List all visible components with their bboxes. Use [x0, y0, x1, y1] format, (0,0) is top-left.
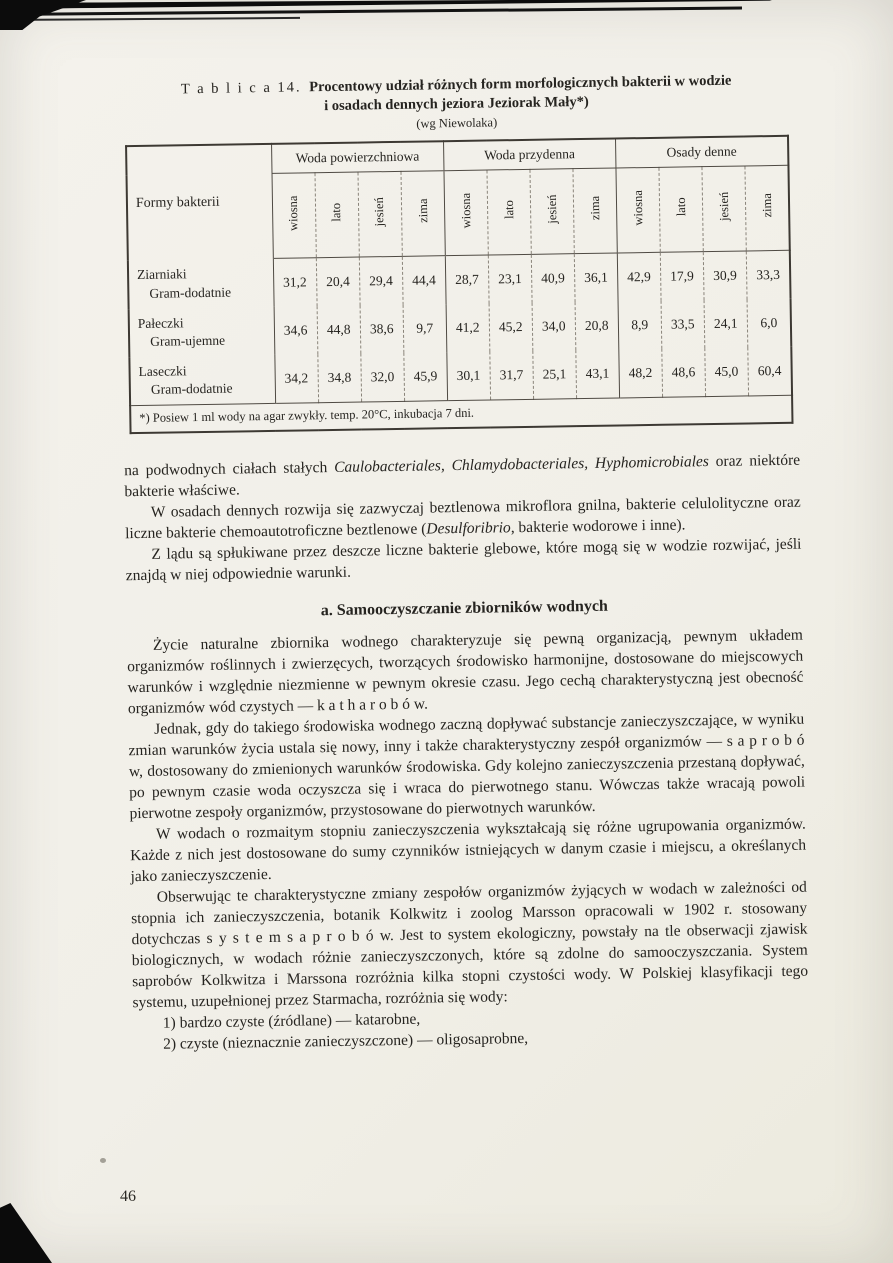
- row-subname: Gram-dodatnie: [149, 284, 232, 301]
- season-header: [358, 171, 402, 257]
- paragraph-text: na podwodnych ciałach stałych: [124, 458, 335, 480]
- table-cell: 25,1: [533, 350, 577, 399]
- table-cell: 31,2: [273, 257, 317, 306]
- season-label: wiosna: [286, 194, 301, 231]
- table-cell: 29,4: [359, 256, 403, 305]
- season-header: [702, 166, 746, 252]
- table-caption: [118, 71, 795, 137]
- season-label: jesień: [716, 191, 731, 221]
- table-cell: 60,4: [748, 347, 792, 396]
- group-header-surface-water: Woda powierzchniowa: [271, 141, 444, 173]
- season-header: [401, 170, 445, 256]
- table-cell: 45,9: [404, 352, 448, 401]
- table-cell: 31,7: [490, 351, 534, 400]
- season-header: [444, 170, 488, 256]
- season-label: lato: [329, 202, 344, 222]
- table-cell: 48,2: [619, 349, 663, 398]
- table-cell: 8,9: [618, 301, 662, 350]
- paragraph-text: , bakterie wodorowe i inne).: [510, 516, 686, 536]
- table-cell: 43,1: [576, 349, 620, 398]
- table-cell: 33,5: [661, 300, 705, 349]
- paragraph-text: oraz niektóre bakterie właściwe.: [124, 451, 801, 501]
- season-label: wiosna: [630, 189, 645, 226]
- row-name: Pałeczki: [137, 314, 184, 331]
- season-header: [272, 172, 316, 258]
- table-caption-line2: i osadach dennych jeziora Jeziorak Mały*): [324, 94, 589, 115]
- table-cell: 34,0: [532, 302, 576, 351]
- group-header-bottom-water: Woda przydenna: [443, 138, 616, 170]
- table-cell: 32,0: [361, 353, 405, 402]
- season-label: lato: [501, 199, 516, 219]
- season-label: wiosna: [458, 192, 473, 228]
- paragraph-5: Jednak, gdy do takiego środowiska wodnego zaczną dopływać substancje zanieczyszczające, w wyniku zmian warunków życia ustala się nowy, inny i także charakterystyczny zespół organizmów — s a p r o b ó w, dostosowany do zmienionych warunków środowiska. Gdy kolejno zanieczyszczenia przestaną dopływać, po pewnym czasie woda oczyszcza się i wraca do pierwotnego stanu. Wówczas także wracają powoli pierwotne zespoły organizmów, przystosowane do pierwotnych warunków.: [128, 710, 806, 822]
- paragraph-3: Z lądu są spłukiwane przez deszcze liczne bakterie glebowe, które mogą się w wodzie rozwijać, jeśli znajdą w niej odpowiednie warunki.: [125, 535, 802, 584]
- table-cell: 20,4: [316, 257, 360, 306]
- season-header: [745, 165, 790, 251]
- list-item-2: 2) czyste (nieznacznie zanieczyszczone) — oligosaprobne,: [163, 1029, 529, 1053]
- table-cell: 41,2: [446, 303, 490, 352]
- season-label: zima: [587, 195, 602, 221]
- table-cell: 20,8: [575, 301, 619, 350]
- table-cell: 48,6: [662, 348, 706, 397]
- table-cell: 28,7: [445, 255, 489, 304]
- table-cell: 44,4: [402, 255, 446, 304]
- season-header: [573, 168, 617, 254]
- paragraph-6: W wodach o rozmaitym stopniu zanieczyszczenia wykształcają się różne ugrupowania organizmów. Każde z nich jest dostosowane do sumy czynników istniejących w danym czasie i miejscu, a określanych jako zanieczyszczenie.: [130, 815, 807, 885]
- group-header-sediments: Osady denne: [615, 136, 788, 168]
- season-header: [487, 169, 531, 255]
- row-label: [129, 355, 275, 406]
- latin-taxa-italic: Caulobacteriales, Chlamydobacteriales, Hyphomicrobiales: [333, 452, 709, 476]
- paragraph-7: Obserwując te charakterystyczne zmiany zespołów organizmów żyjących w wodach w zależności od stopnia ich zanieczyszczenia, botanik Kolkwitz i zoolog Marsson opracowali w 1902 r. stosowany dotychczas s y s t e m s a p r o b ó w. Jest to system ekologiczny, powstały na tle obserwacji zjawisk biologicznych, w wodach różnie zanieczyszczonych, które są zdolne do samooczyszczania. System saprobów Kolkwitza i Marssona rozróżnia kilka stopni czystości wody. W Polskiej klasyfikacji tego systemu, uzupełnionej przez Starmacha, rozróżnia się wody:: [131, 878, 809, 1011]
- bacteria-morphology-table: [125, 135, 793, 434]
- table-caption-source: (wg Niewolaka): [416, 115, 498, 131]
- row-label: [129, 307, 275, 357]
- scan-artifact-bar: [0, 17, 300, 21]
- list-item-1: 1) bardzo czyste (źródlane) — katarobne,: [162, 1010, 421, 1032]
- page-number: 46: [120, 1188, 136, 1205]
- table-caption-title: Procentowy udział różnych form morfologicznych bakterii w wodzie: [309, 72, 732, 96]
- season-header: [530, 168, 574, 254]
- table-cell: 34,6: [274, 306, 318, 355]
- table-cell: 44,8: [317, 305, 361, 354]
- table-cell: 40,9: [531, 253, 575, 302]
- season-label: lato: [673, 197, 688, 217]
- table-cell: 17,9: [660, 251, 704, 300]
- table-caption-label: T a b l i c a 14.: [180, 79, 302, 98]
- latin-taxa-italic: Desulforibrio: [426, 518, 511, 538]
- scan-artifact-bar: [0, 7, 742, 16]
- season-header: [616, 167, 660, 253]
- table-cell: 42,9: [617, 252, 661, 301]
- page-content: [118, 71, 809, 1055]
- table-cell: 33,3: [746, 250, 790, 299]
- table-footnote: *) Posiew 1 ml wody na agar zwykły. temp. 20°C, inkubacja 7 dni.: [130, 395, 792, 433]
- section-heading: a. Samooczyszczanie zbiorników wodnych: [320, 597, 609, 619]
- row-subname: Gram-dodatnie: [150, 380, 233, 397]
- season-label: jesień: [372, 196, 387, 227]
- table-cell: 45,0: [705, 347, 749, 396]
- row-label: [128, 258, 274, 309]
- scan-artifact-corner-bottom: [0, 1203, 52, 1263]
- season-header: [659, 166, 703, 252]
- scan-artifact-smudge: [100, 1158, 106, 1163]
- row-subname: Gram-ujemne: [150, 332, 226, 349]
- table-cell: 36,1: [574, 253, 618, 302]
- table-cell: 38,6: [360, 305, 404, 354]
- season-label: zima: [415, 198, 430, 224]
- row-name: Ziarniaki: [136, 266, 187, 283]
- body-text: [124, 449, 809, 1055]
- table-cell: 23,1: [488, 254, 532, 303]
- season-label: zima: [759, 193, 774, 218]
- paragraph-text: W osadach dennych rozwija się zazwyczaj beztlenowa mikroflora gnilna, bakterie celulolityczne oraz liczne bakterie chemoautotroficzne beztlenowe (: [125, 493, 801, 543]
- paragraph-4: Życie naturalne zbiornika wodnego charakteryzuje się pewną organizacją, pewnym układem organizmów roślinnych i zwierzęcych, tworzących środowisko harmonijne, dostosowane do miejscowych warunków i względnie niezmienne w pewnym okresie czasu. Jego cechą charakterystyczną jest obecność organizmów wód czystych — k a t h a r o b ó w.: [127, 626, 804, 717]
- season-label: jesień: [544, 194, 559, 224]
- table-cell: 30,1: [447, 351, 491, 400]
- corner-header: Formy bakterii: [126, 144, 273, 261]
- table-cell: 6,0: [747, 299, 791, 348]
- table-cell: 34,2: [275, 354, 319, 403]
- table-cell: 24,1: [704, 299, 748, 348]
- season-header: [315, 172, 359, 258]
- table-cell: 45,2: [489, 303, 533, 352]
- table-cell: 34,8: [318, 353, 362, 402]
- table-cell: 9,7: [403, 304, 447, 353]
- table-cell: 30,9: [703, 251, 747, 300]
- row-name: Laseczki: [138, 362, 187, 379]
